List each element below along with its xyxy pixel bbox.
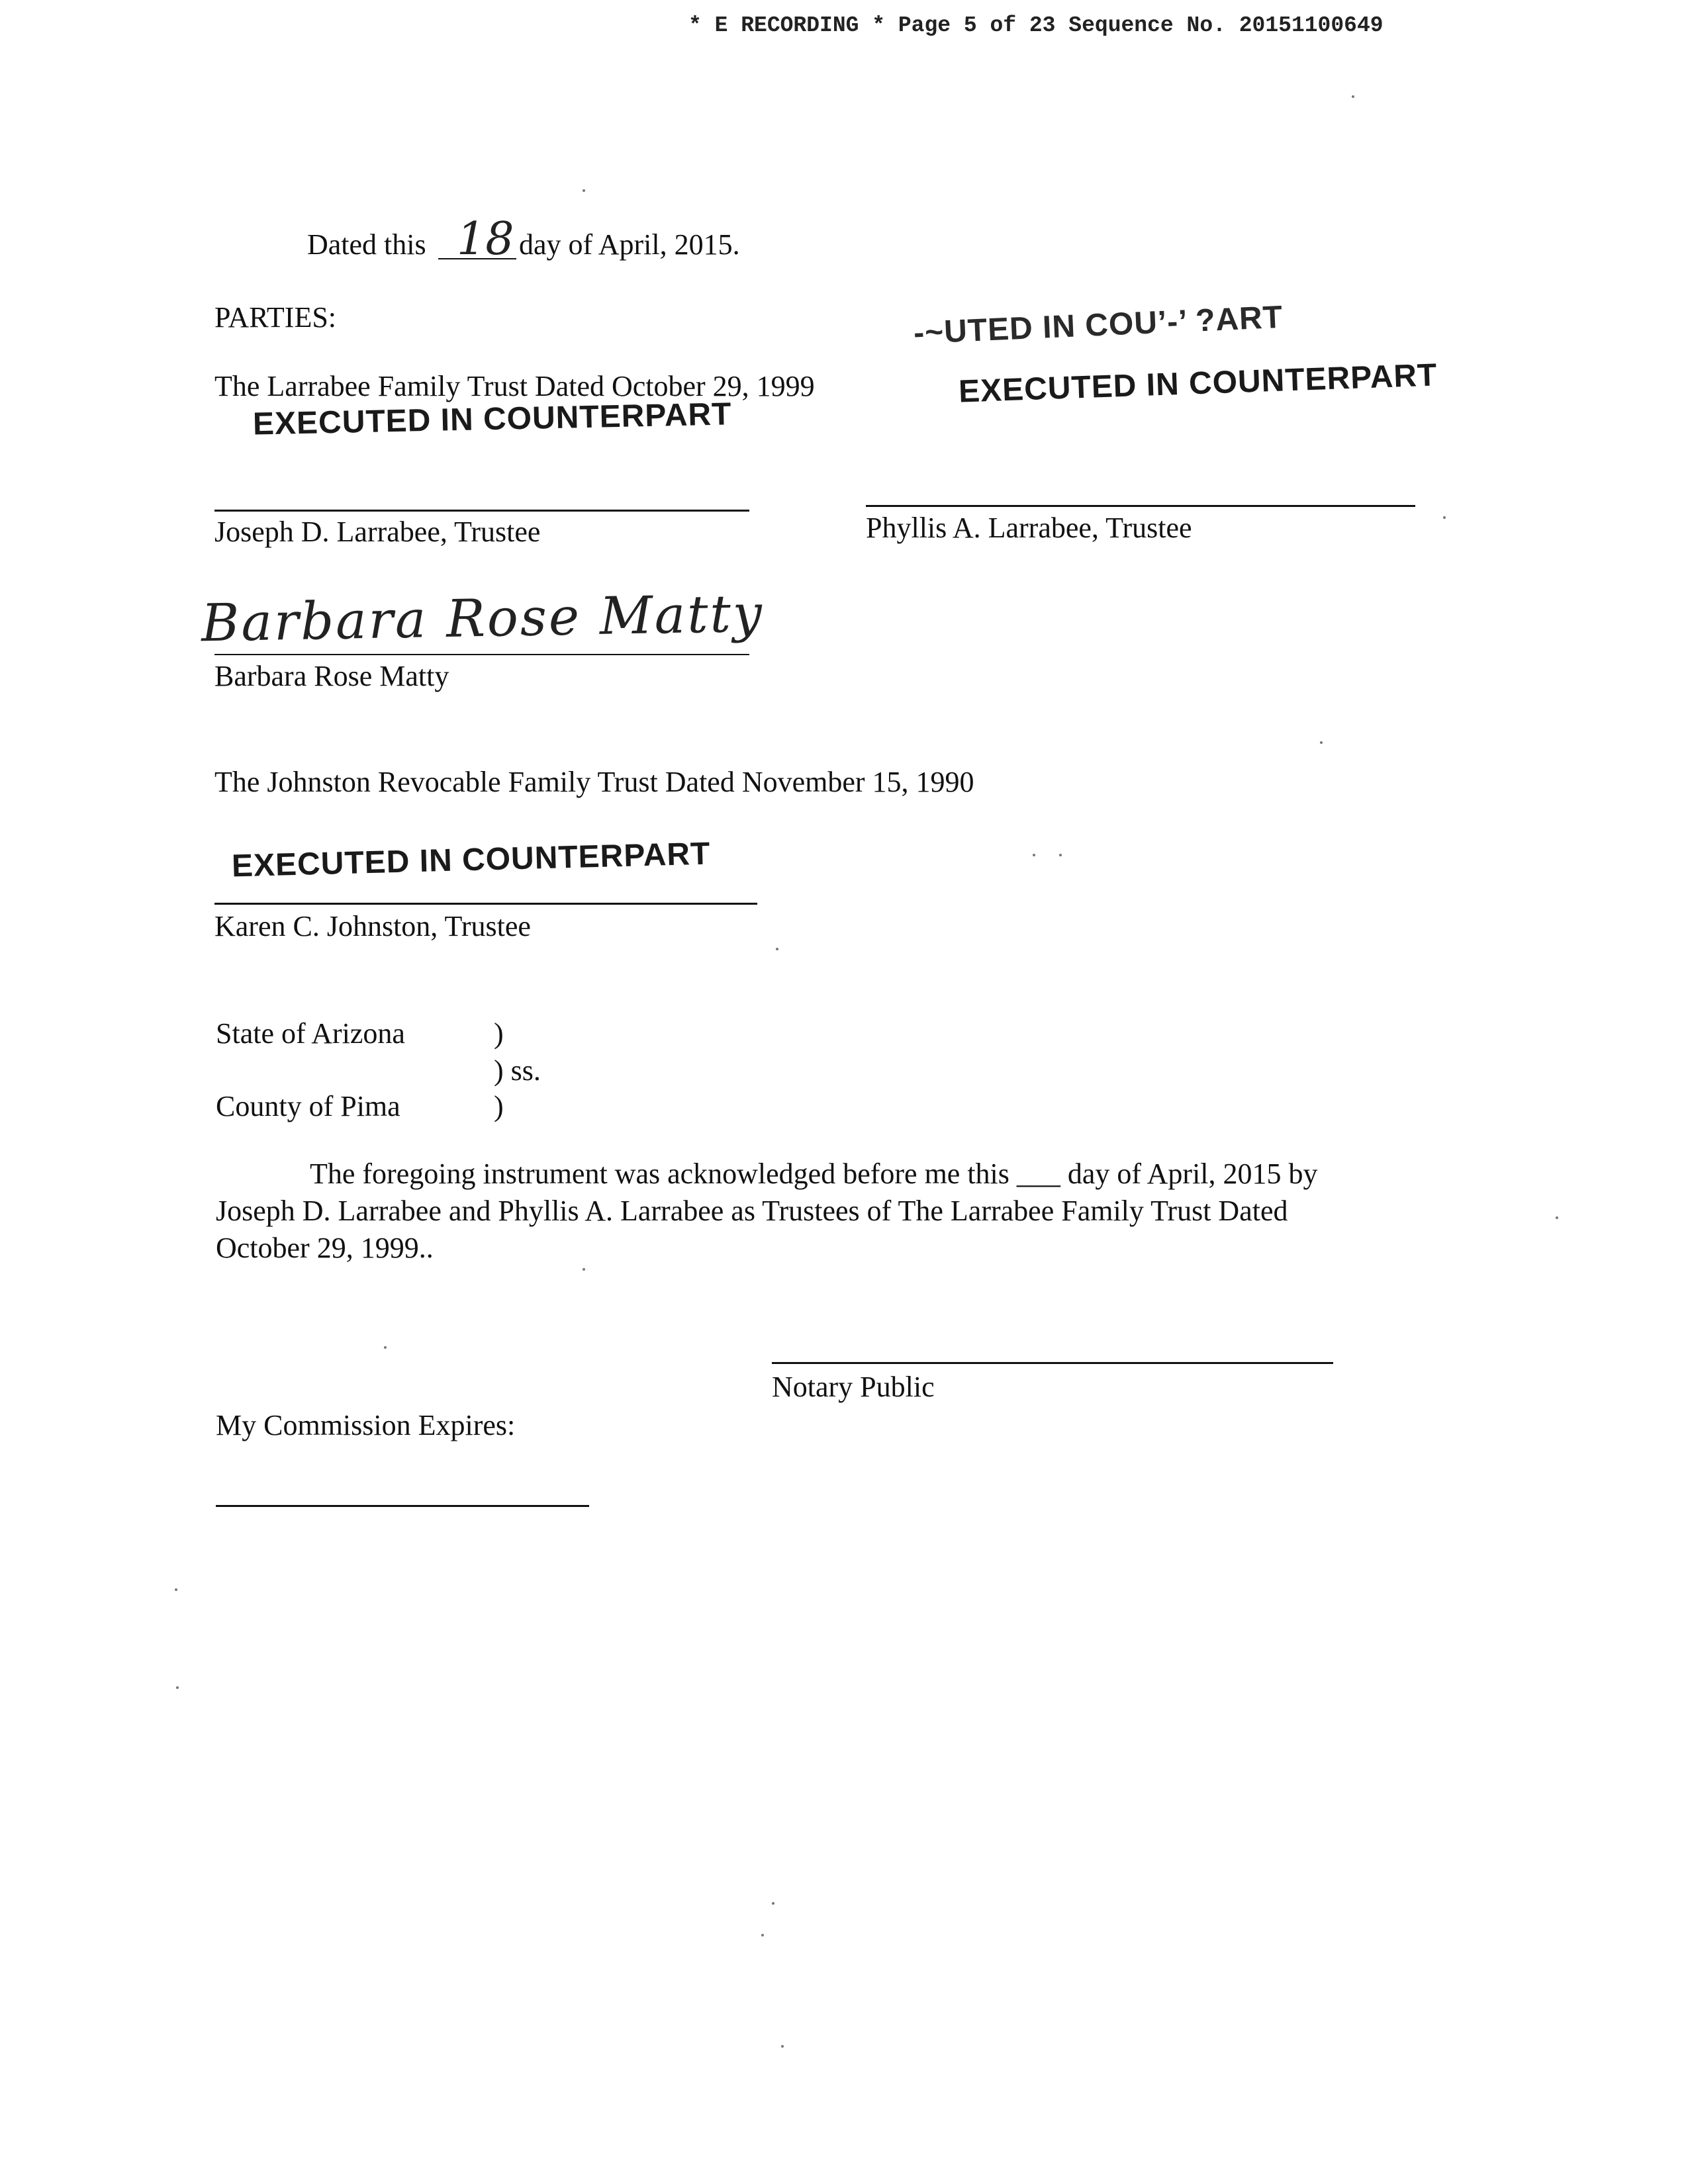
signature-line-phyllis <box>866 505 1415 507</box>
larrabee-trust-name: The Larrabee Family Trust Dated October 29, 1999 <box>214 370 815 402</box>
scan-speck <box>583 189 585 192</box>
acknowledgment-line-1: The foregoing instrument was acknowledged before me this ___ day of April, 2015 by <box>310 1158 1318 1190</box>
venue-paren-1: ) <box>494 1017 504 1050</box>
commission-expires-label: My Commission Expires: <box>216 1409 516 1441</box>
scan-speck <box>776 948 778 950</box>
signer-barbara-matty: Barbara Rose Matty <box>214 660 449 692</box>
signature-line-joseph <box>214 510 749 512</box>
scan-speck <box>176 1686 179 1689</box>
signature-line-matty <box>214 654 749 655</box>
parties-heading: PARTIES: <box>214 301 337 334</box>
executed-counterpart-stamp-right: EXECUTED IN COUNTERPART <box>958 357 1438 410</box>
venue-county: County of Pima <box>216 1090 400 1122</box>
dated-prefix: Dated this <box>307 228 426 261</box>
signature-line-notary <box>772 1362 1333 1364</box>
scan-speck <box>781 2045 784 2048</box>
scan-speck <box>772 1902 774 1905</box>
scan-speck <box>1059 854 1062 856</box>
scan-speck <box>583 1268 585 1271</box>
johnston-trust-name: The Johnston Revocable Family Trust Dated November 15, 1990 <box>214 766 974 798</box>
scan-speck <box>1352 95 1354 98</box>
scan-speck <box>1320 741 1323 744</box>
dated-day-handwritten: 18 <box>457 213 514 265</box>
signature-line-karen <box>214 903 757 905</box>
notary-public-label: Notary Public <box>772 1371 935 1403</box>
signature-line-commission <box>216 1505 589 1507</box>
dated-day-underline <box>438 258 516 259</box>
scan-speck <box>761 1934 764 1936</box>
venue-state: State of Arizona <box>216 1017 405 1050</box>
executed-counterpart-stamp-johnston: EXECUTED IN COUNTERPART <box>231 836 712 884</box>
signer-phyllis-larrabee: Phyllis A. Larrabee, Trustee <box>866 512 1192 544</box>
executed-counterpart-stamp-left: EXECUTED IN COUNTERPART <box>252 396 732 442</box>
acknowledgment-line-2: Joseph D. Larrabee and Phyllis A. Larrabee as Trustees of The Larrabee Family Trust Dated <box>216 1195 1288 1227</box>
venue-paren-3: ) <box>494 1090 504 1122</box>
scan-speck <box>384 1346 387 1349</box>
recording-header: * E RECORDING * Page 5 of 23 Sequence No. 20151100649 <box>688 13 1383 38</box>
dated-suffix: day of April, 2015. <box>519 228 740 261</box>
scan-speck <box>175 1588 177 1591</box>
signer-karen-johnston: Karen C. Johnston, Trustee <box>214 910 531 942</box>
matty-handwritten-signature: Barbara Rose Matty <box>201 584 765 654</box>
executed-counterpart-stamp-partial: -~UTED IN COU’-’ ?ART <box>913 299 1284 351</box>
signer-joseph-larrabee: Joseph D. Larrabee, Trustee <box>214 516 541 548</box>
scan-speck <box>1556 1216 1558 1219</box>
scan-speck <box>1033 854 1035 856</box>
venue-ss: ) ss. <box>494 1054 541 1087</box>
scan-speck <box>1443 516 1446 519</box>
acknowledgment-line-3: October 29, 1999.. <box>216 1232 434 1264</box>
